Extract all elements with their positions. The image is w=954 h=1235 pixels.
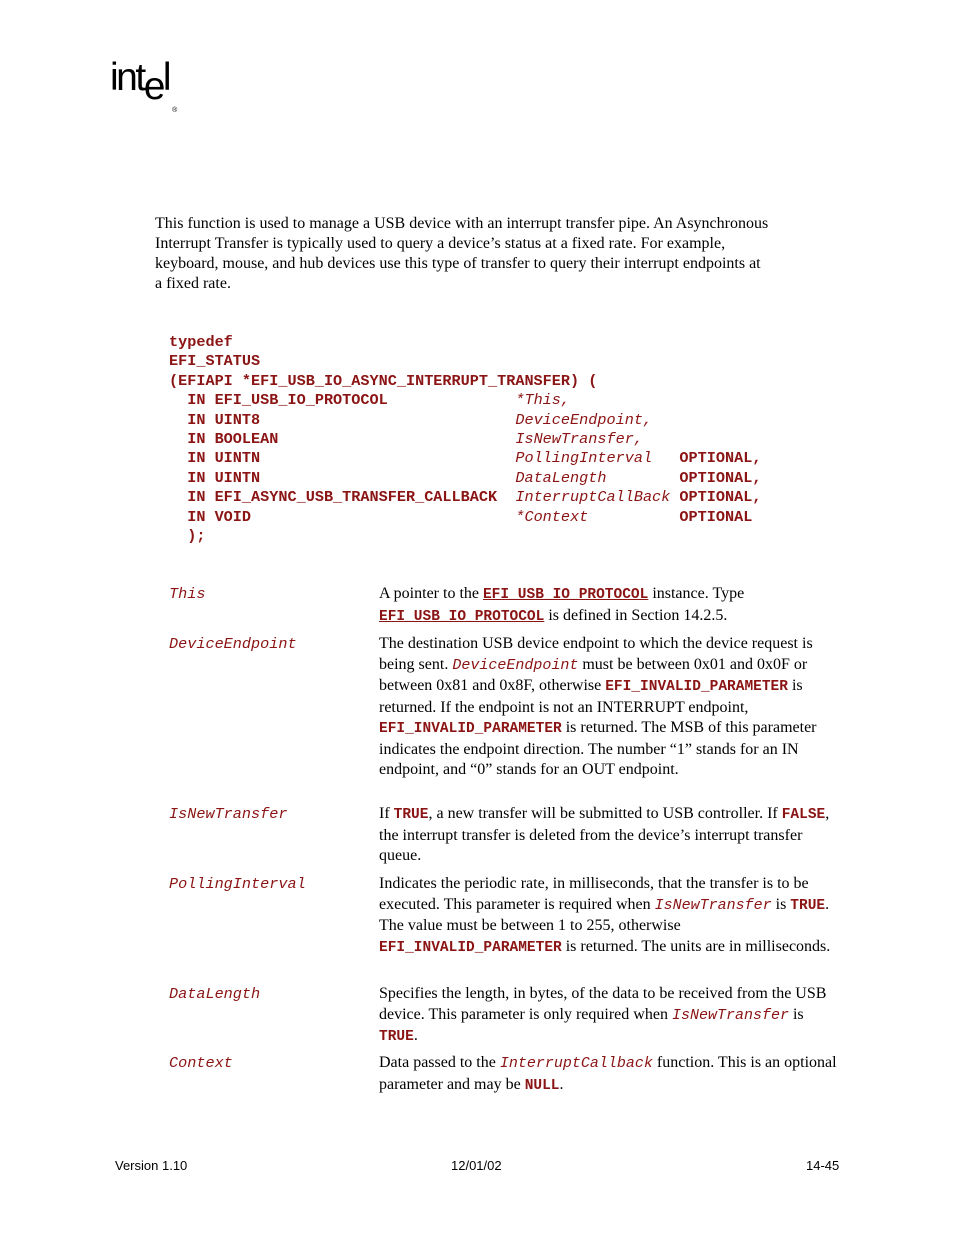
param-desc-data-length: Specifies the length, in bytes, of the data to be received from the USB device. This parameter is only required when IsNewTransfer is TRUE.: [379, 985, 827, 1045]
param-desc-polling-interval: Indicates the periodic rate, in milliseconds, that the transfer is to be executed. This parameter is required when IsNewTransfer is TRUE. The value must be between 1 to 255, otherwise EFI_INVALID_PARAMETER is returned. The units are in milliseconds.: [379, 875, 831, 956]
param-name-this: This: [169, 585, 206, 603]
param-name-is-new-transfer: IsNewTransfer: [169, 805, 288, 823]
function-prototype: typedef EFI_STATUS (EFIAPI *EFI_USB_IO_ASYNC_INTERRUPT_TRANSFER) ( IN EFI_USB_IO_PROTOCOL *This, IN UINT8 DeviceEndpoint, IN BOOLEAN IsNewTransfer, IN UINTN PollingInterval OPTIONAL, IN UINTN DataLength OPTIONAL, IN EFI_ASYNC_USB_TRANSFER_CALLBACK InterruptCallBack OPTIONAL, IN VOID *Context OPTIONAL );: [169, 333, 762, 546]
param-name-data-length: DataLength: [169, 985, 261, 1003]
description-line-2: Interrupt Transfer is typically used to query a device’s status at a fixed rate. For example,: [155, 235, 726, 252]
footer-page-number: 14-45: [806, 1158, 840, 1173]
footer-version: Version 1.10: [115, 1158, 188, 1173]
intel-logo: intel$_®$: [110, 56, 178, 114]
param-desc-is-new-transfer: If TRUE, a new transfer will be submitted to USB controller. If FALSE, the interrupt transfer is deleted from the device’s interrupt transfer queue.: [379, 805, 830, 864]
efi-usb-io-protocol-link-2[interactable]: EFI_USB_IO_PROTOCOL: [379, 608, 545, 625]
footer-date: 12/01/02: [451, 1158, 502, 1173]
param-desc-context: Data passed to the InterruptCallback function. This is an optional parameter and may be NULL.: [379, 1054, 837, 1094]
description-line-4: a fixed rate.: [155, 275, 231, 292]
description-line-3: keyboard, mouse, and hub devices use this type of transfer to query their interrupt endpoints at: [155, 255, 761, 272]
param-name-polling-interval: PollingInterval: [169, 875, 306, 893]
param-name-device-endpoint: DeviceEndpoint: [169, 635, 297, 653]
param-name-context: Context: [169, 1054, 233, 1072]
param-desc-device-endpoint: The destination USB device endpoint to which the device request is being sent. DeviceEndpoint must be between 0x01 and 0x0F or between 0x81 and 0x8F, otherwise EFI_INVALID_PARAMETER is returned. If the endpoint is not an INTERRUPT endpoint, EFI_INVALID_PARAMETER is returned. The MSB of this parameter indicates the endpoint direction. The number “1” stands for an IN endpoint, and “0” stands for an OUT endpoint.: [379, 635, 817, 778]
function-description: [155, 214, 835, 294]
efi-usb-io-protocol-link[interactable]: EFI_USB_IO_PROTOCOL: [482, 587, 649, 603]
description-line-1: This function is used to manage a USB device with an interrupt transfer pipe. An Asynchronous: [155, 215, 769, 232]
param-desc-this: A pointer to the EFI_USB_IO_PROTOCOL instance. Type EFI_USB_IO_PROTOCOL is defined in Section 14.2.5.: [379, 585, 745, 625]
